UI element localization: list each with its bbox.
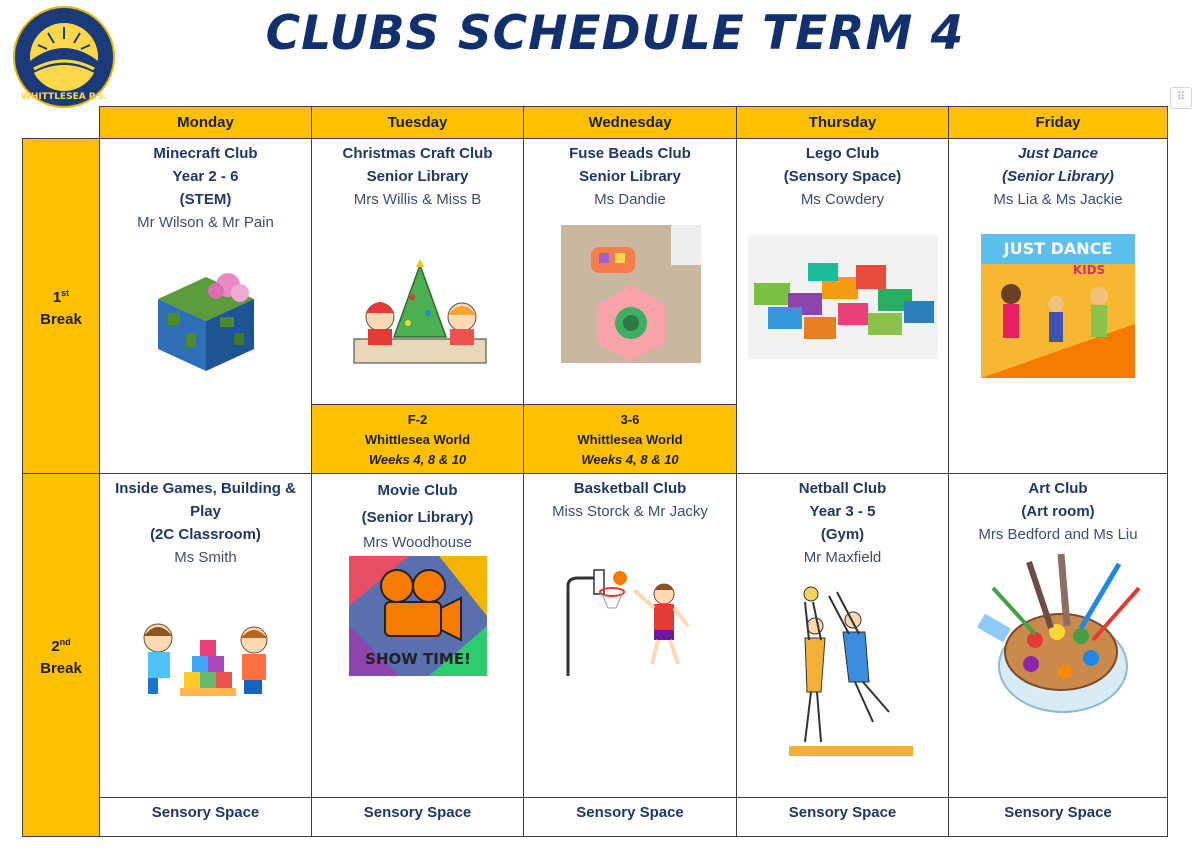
logo-text: WHITTLESEA P.S. (20, 92, 108, 102)
second-break-label: 2nd Break (22, 473, 100, 837)
club-cell-just-dance: Just Dance (Senior Library) Ms Lia & Ms Jackie JUST DANCE KIDS (948, 138, 1168, 474)
header-wednesday: Wednesday (523, 106, 737, 139)
svg-text:JUST DANCE: JUST DANCE (1003, 239, 1113, 258)
footer-friday: Sensory Space (948, 797, 1168, 837)
club-cell-art: Art Club (Art room) Mrs Bedford and Ms Liu (948, 473, 1168, 798)
movie-camera-icon (349, 556, 487, 676)
header-friday: Friday (948, 106, 1168, 139)
svg-text:KIDS: KIDS (1072, 263, 1106, 277)
header-thursday: Thursday (736, 106, 949, 139)
header-tuesday: Tuesday (311, 106, 524, 139)
club-cell-lego: Lego Club (Sensory Space) Ms Cowdery (736, 138, 949, 474)
footer-thursday: Sensory Space (736, 797, 949, 837)
club-cell-fuse-beads: Fuse Beads Club Senior Library Ms Dandie (523, 138, 737, 405)
lego-bricks-icon (748, 235, 938, 359)
drag-handle-icon[interactable]: ⠿ (1170, 87, 1192, 109)
netball-players-icon (769, 582, 919, 762)
world-cell-3-6: 3-6 Whittlesea World Weeks 4, 8 & 10 (523, 404, 737, 474)
footer-tuesday: Sensory Space (311, 797, 524, 837)
club-cell-movie: Movie Club (Senior Library) Mrs Woodhouse SHOW TIME! (311, 473, 524, 798)
club-cell-minecraft: Minecraft Club Year 2 - 6 (STEM) Mr Wilson & Mr Pain (99, 138, 312, 474)
minecraft-world-icon (146, 267, 266, 377)
svg-text:SHOW TIME!: SHOW TIME! (365, 650, 471, 668)
club-cell-basketball: Basketball Club Miss Storck & Mr Jacky (523, 473, 737, 798)
school-logo (12, 5, 116, 109)
fuse-beads-icon (561, 225, 701, 363)
just-dance-kids-icon (981, 234, 1135, 378)
kids-building-blocks-icon (136, 616, 276, 700)
club-cell-inside-games: Inside Games, Building & Play (2C Classroom) Ms Smith (99, 473, 312, 798)
header-monday: Monday (99, 106, 312, 139)
club-cell-netball: Netball Club Year 3 - 5 (Gym) Mr Maxfield (736, 473, 949, 798)
world-cell-f2: F-2 Whittlesea World Weeks 4, 8 & 10 (311, 404, 524, 474)
first-break-label: 1st Break (22, 138, 100, 474)
basketball-player-icon (560, 556, 700, 676)
art-palette-icon (969, 548, 1149, 718)
club-cell-christmas-craft: Christmas Craft Club Senior Library Mrs Willis & Miss B (311, 138, 524, 405)
christmas-craft-icon (350, 257, 490, 367)
footer-wednesday: Sensory Space (523, 797, 737, 837)
schedule-table (22, 106, 1168, 837)
page-title: CLUBS SCHEDULE TERM 4 (265, 6, 965, 61)
footer-monday: Sensory Space (99, 797, 312, 837)
